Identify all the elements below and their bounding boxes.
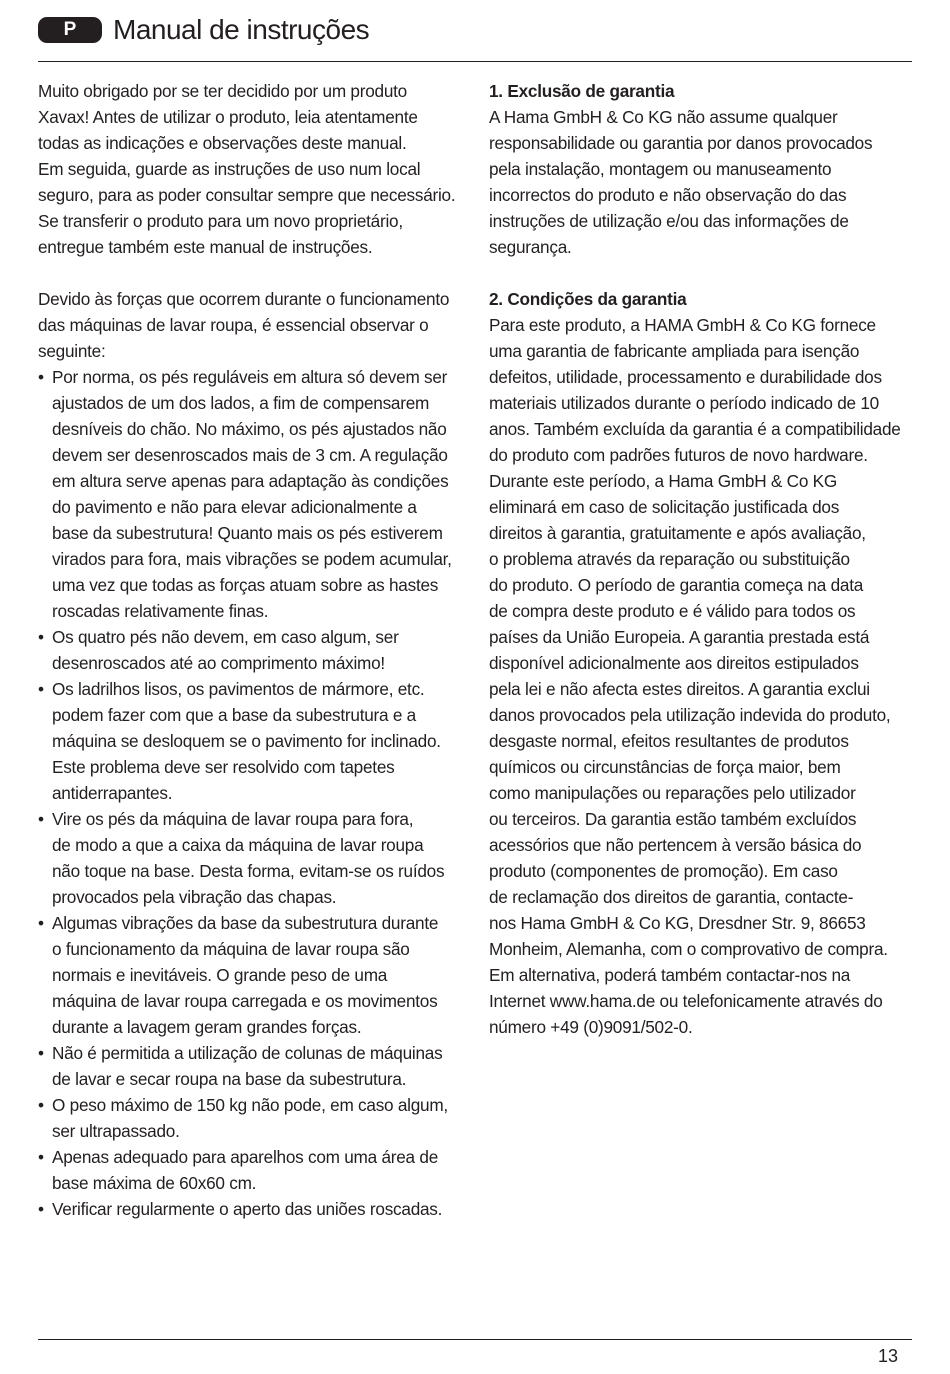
header-divider [38,61,912,62]
text-line: químicos ou circunstâncias de força maior, bem [489,757,841,777]
text-line: desgaste normal, efeitos resultantes de produtos [489,731,849,751]
text-line: como manipulações ou reparações pelo utilizador [489,783,856,803]
text-line: instruções de utilização e/ou das informações de [489,211,849,231]
instructions-list [38,364,466,1222]
warranty-conditions-paragraph [489,312,917,1040]
text-line: pela instalação, montagem ou manuseamento [489,159,832,179]
text-line: direitos à garantia, gratuitamente e após avaliação, [489,523,866,543]
intro-paragraph [38,78,466,260]
text-line: defeitos, utilidade, processamento e durabilidade dos [489,367,882,387]
text-line: Durante este período, a Hama GmbH & Co KG [489,471,837,491]
left-column [38,78,466,1222]
language-badge: P [38,17,102,43]
list-item: • Apenas adequado para aparelhos com uma área de base máxima de 60x60 cm. [38,1144,466,1196]
section-heading-warranty-conditions: 2. Condições da garantia [489,289,687,309]
list-item: • Verificar regularmente o aperto das uniões roscadas. [38,1196,466,1222]
text-line: Se transferir o produto para um novo proprietário, [38,211,403,231]
list-item: • Os ladrilhos lisos, os pavimentos de mármore, etc. podem fazer com que a base da subestrutura e a máquina se desloquem se o pavimento for inclinado. Este problema deve ser resolvido com tapetes antiderrapantes. [38,676,466,806]
list-item: • Por norma, os pés reguláveis em altura só devem ser ajustados de um dos lados, a fim de compensarem desníveis do chão. No máximo, os pés ajustados não devem ser desenroscados mais de 3 cm. A regulação em altura serve apenas para adaptação às condições do pavimento e não para elevar adicionalmente a base da subestrutura! Quanto mais os pés estiverem virados para fora, mais vibrações se podem acumular, uma vez que todas as forças atuam sobre as hastes roscadas relativamente finas. [38,364,466,624]
text-line: o problema através da reparação ou substituição [489,549,850,569]
text-line: uma garantia de fabricante ampliada para isenção [489,341,860,361]
text-line: número +49 (0)9091/502-0. [489,1017,693,1037]
text-line: do produto com padrões futuros de novo hardware. [489,445,868,465]
page-header [38,10,912,60]
text-line: ou terceiros. Da garantia estão também excluídos [489,809,857,829]
text-line: anos. Também excluída da garantia é a compatibilidade [489,419,901,439]
text-line: materiais utilizados durante o período indicado de 10 [489,393,879,413]
text-line: entregue também este manual de instruções. [38,237,373,257]
text-line: seguro, para as poder consultar sempre que necessário. [38,185,456,205]
text-line: Xavax! Antes de utilizar o produto, leia atentamente [38,107,418,127]
list-item: • Vire os pés da máquina de lavar roupa para fora, de modo a que a caixa da máquina de lavar roupa não toque na base. Desta forma, evitam-se os ruídos provocados pela vibração das chapas. [38,806,466,910]
page-number: 13 [877,1346,898,1366]
text-line: Internet www.hama.de ou telefonicamente através do [489,991,883,1011]
right-column [489,78,917,1040]
forces-intro-paragraph [38,286,466,364]
text-line: disponível adicionalmente aos direitos estipulados [489,653,859,673]
text-line: Para este produto, a HAMA GmbH & Co KG fornece [489,315,876,335]
list-item: • Não é permitida a utilização de colunas de máquinas de lavar e secar roupa na base da subestrutura. [38,1040,466,1092]
text-line: do produto. O período de garantia começa na data [489,575,864,595]
text-line: produto (componentes de promoção). Em caso [489,861,838,881]
text-line: países da União Europeia. A garantia prestada está [489,627,870,647]
text-line: das máquinas de lavar roupa, é essencial observar o [38,315,429,335]
text-line: segurança. [489,237,572,257]
text-line: de compra deste produto e é válido para todos os [489,601,856,621]
list-item: • O peso máximo de 150 kg não pode, em caso algum, ser ultrapassado. [38,1092,466,1144]
text-line: A Hama GmbH & Co KG não assume qualquer [489,107,838,127]
text-line: incorrectos do produto e não observação do das [489,185,847,205]
footer-divider [38,1339,912,1340]
text-line: de reclamação dos direitos de garantia, contacte- [489,887,854,907]
text-line: pela lei e não afecta estes direitos. A garantia exclui [489,679,870,699]
text-line: acessórios que não pertencem à versão básica do [489,835,862,855]
list-item: • Os quatro pés não devem, em caso algum, ser desenroscados até ao comprimento máximo! [38,624,466,676]
text-line: Em alternativa, poderá também contactar-nos na [489,965,851,985]
text-line: seguinte: [38,341,106,361]
text-line: eliminará em caso de solicitação justificada dos [489,497,840,517]
text-line: Em seguida, guarde as instruções de uso num local [38,159,421,179]
list-item: • Algumas vibrações da base da subestrutura durante o funcionamento da máquina de lavar roupa são normais e inevitáveis. O grande peso de uma máquina de lavar roupa carregada e os movimentos durante a lavagem geram grandes forças. [38,910,466,1040]
text-line: Devido às forças que ocorrem durante o funcionamento [38,289,450,309]
text-line: nos Hama GmbH & Co KG, Dresdner Str. 9, 86653 [489,913,866,933]
text-line: Muito obrigado por se ter decidido por um produto [38,81,407,101]
text-line: danos provocados pela utilização indevida do produto, [489,705,891,725]
page-title: Manual de instruções [113,14,370,45]
section-heading-warranty-exclusion: 1. Exclusão de garantia [489,81,675,101]
text-line: todas as indicações e observações deste manual. [38,133,407,153]
text-line: responsabilidade ou garantia por danos provocados [489,133,873,153]
text-line: Monheim, Alemanha, com o comprovativo de compra. [489,939,888,959]
warranty-exclusion-paragraph [489,104,917,260]
